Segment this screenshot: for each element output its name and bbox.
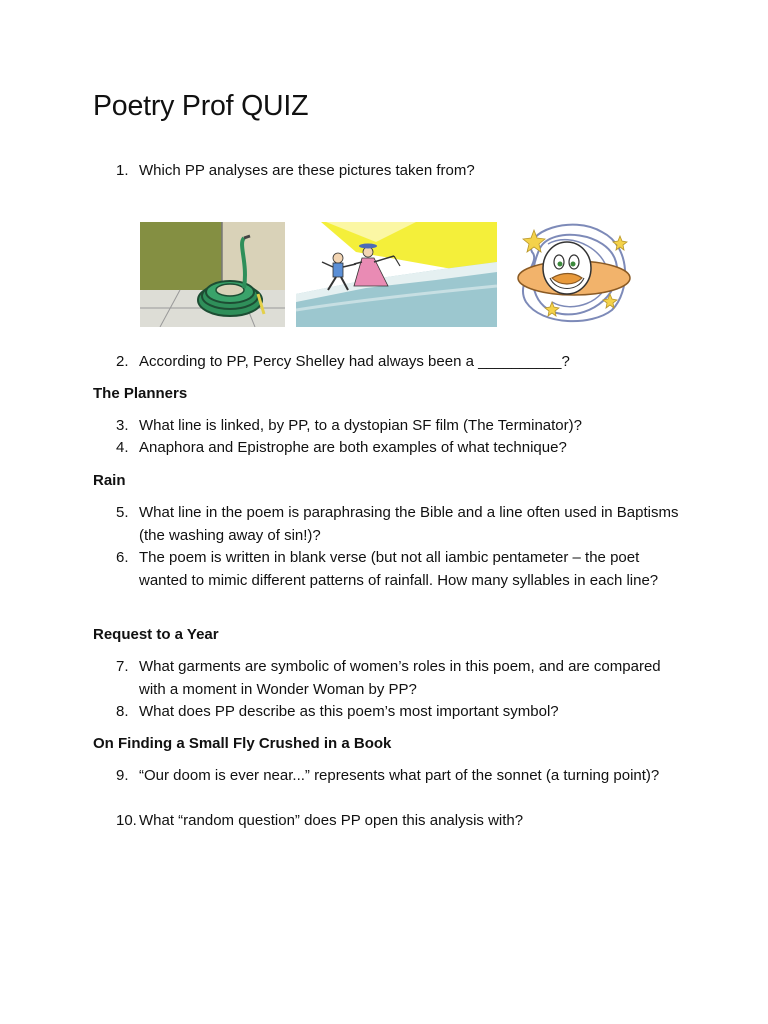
question-7 <box>93 656 683 701</box>
question-text: Anaphora and Epistrophe are both examples of what technique? <box>139 439 567 456</box>
question-number: 6. <box>116 549 129 566</box>
section-heading-rain: Rain <box>93 472 126 489</box>
question-number: 2. <box>116 353 129 370</box>
question-number: 7. <box>116 658 129 675</box>
question-10 <box>93 810 683 833</box>
question-number: 10. <box>116 812 137 829</box>
page-title: Poetry Prof QUIZ <box>93 90 309 122</box>
question-4 <box>93 437 683 460</box>
question-number: 5. <box>116 504 129 521</box>
question-9 <box>93 765 683 788</box>
question-number: 9. <box>116 767 129 784</box>
question-text: What does PP describe as this poem’s most important symbol? <box>139 703 559 720</box>
question-text: “Our doom is ever near...” represents what part of the sonnet (a turning point)? <box>139 767 660 784</box>
question-text: What “random question” does PP open this analysis with? <box>139 812 524 829</box>
question-text: What line in the poem is paraphrasing the Bible and a line often used in Baptisms (the washing away of sin!)? <box>139 504 679 544</box>
question-text: What garments are symbolic of women’s roles in this poem, and are compared with a moment in Wonder Woman by PP? <box>139 658 661 698</box>
question-5 <box>93 502 683 547</box>
question-text: According to PP, Percy Shelley had always been a __________? <box>139 353 570 370</box>
section-heading-the-planners: The Planners <box>93 385 188 402</box>
question-1 <box>93 160 683 183</box>
question-2 <box>93 351 683 374</box>
garden-hose-picture <box>140 222 285 327</box>
section-heading-on-finding-a-small-fly: On Finding a Small Fly Crushed in a Book <box>93 735 392 752</box>
question-number: 4. <box>116 439 129 456</box>
question-number: 1. <box>116 162 129 179</box>
question-8 <box>93 701 683 724</box>
question-text: The poem is written in blank verse (but not all iambic pentameter – the poet wanted to mimic different patterns of rainfall. How many syllables in each line? <box>139 549 659 589</box>
question-6 <box>93 547 683 592</box>
question-number: 8. <box>116 703 129 720</box>
section-heading-request-to-a-year: Request to a Year <box>93 626 219 643</box>
question-number: 3. <box>116 417 129 434</box>
question-text: What line is linked, by PP, to a dystopian SF film (The Terminator)? <box>139 417 582 434</box>
dizzy-crying-face-picture <box>512 222 637 327</box>
couple-running-on-shore-picture <box>296 222 497 327</box>
question-text: Which PP analyses are these pictures taken from? <box>139 162 475 179</box>
question-3 <box>93 415 683 438</box>
